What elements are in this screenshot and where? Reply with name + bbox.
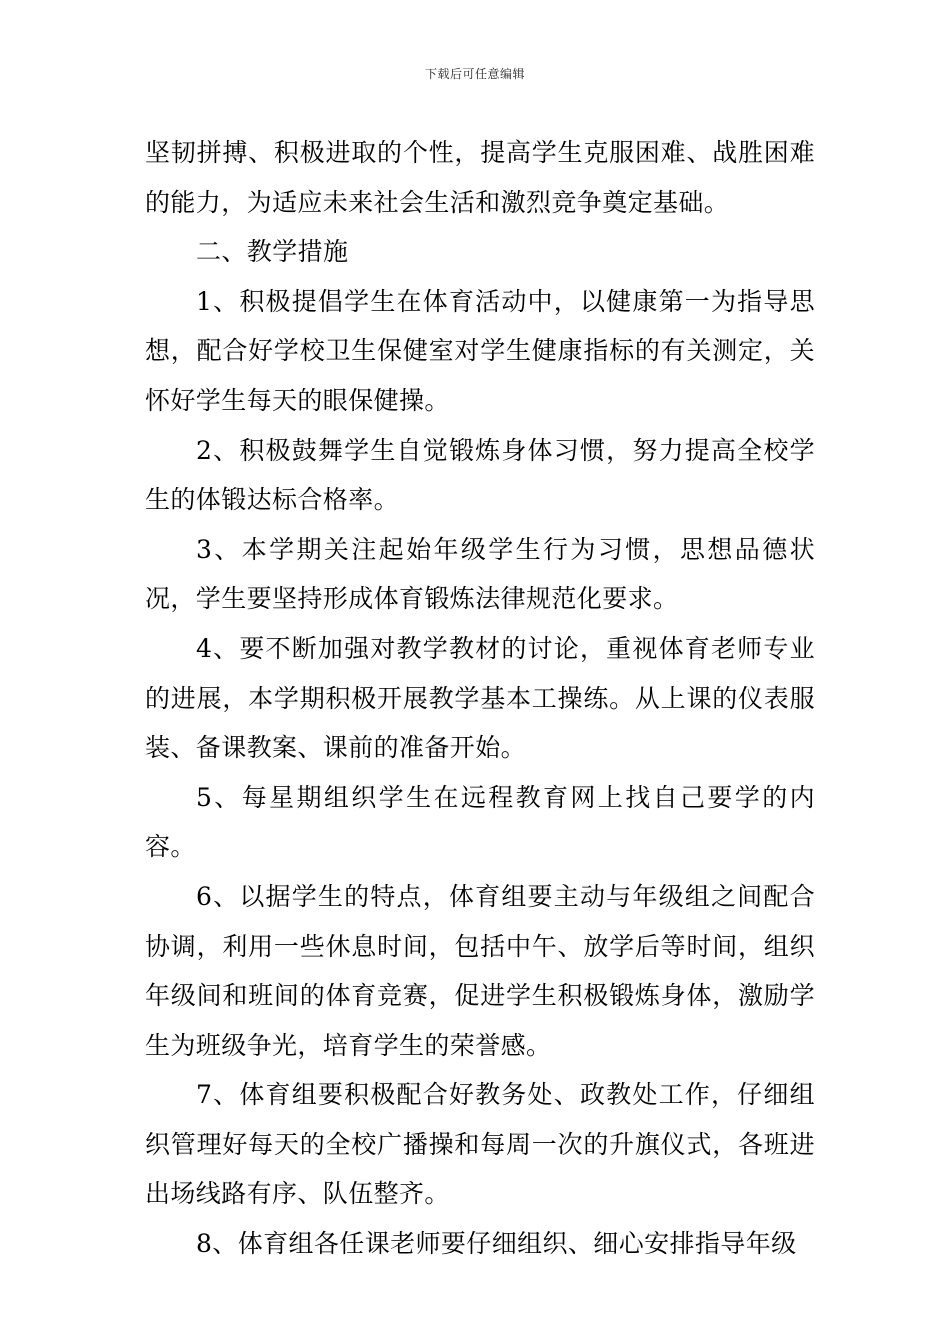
- paragraph-item-3: 3、本学期关注起始年级学生行为习惯，思想品德状况，学生要坚持形成体育锻炼法律规范化要求。: [145, 534, 815, 614]
- paragraph-item-5: 5、每星期组织学生在远程教育网上找自己要学的内容。: [145, 782, 815, 862]
- document-body: [145, 128, 815, 1269]
- paragraph-continuation: 坚韧拼搏、积极进取的个性，提高学生克服困难、战胜困难的能力，为适应未来社会生活和激烈竞争奠定基础。: [145, 138, 815, 217]
- paragraph-item-4: 4、要不断加强对教学教材的讨论，重视体育老师专业的进展，本学期积极开展教学基本工操练。从上课的仪表服装、备课教案、课前的准备开始。: [145, 633, 815, 763]
- paragraph-item-2: 2、积极鼓舞学生自觉锻炼身体习惯，努力提高全校学生的体锻达标合格率。: [145, 435, 815, 515]
- paragraph-item-8: 8、体育组各任课老师要仔细组织、细心安排指导年级: [196, 1229, 797, 1259]
- section-heading: 二、教学措施: [196, 237, 349, 267]
- paragraph-item-6: 6、以据学生的特点，体育组要主动与年级组之间配合协调，利用一些休息时间，包括中午、放学后等时间，组织年级间和班间的体育竞赛，促进学生积极锻炼身体，激励学生为班级争光，培育学生的荣誉感。: [145, 881, 815, 1060]
- paragraph-item-7: 7、体育组要积极配合好教务处、政教处工作，仔细组织管理好每天的全校广播操和每周一次的升旗仪式，各班进出场线路有序、队伍整齐。: [145, 1080, 815, 1209]
- paragraph-item-1: 1、积极提倡学生在体育活动中，以健康第一为指导思想，配合好学校卫生保健室对学生健康指标的有关测定，关怀好学生每天的眼保健操。: [145, 286, 815, 415]
- page-header: 下载后可任意编辑: [424, 67, 525, 81]
